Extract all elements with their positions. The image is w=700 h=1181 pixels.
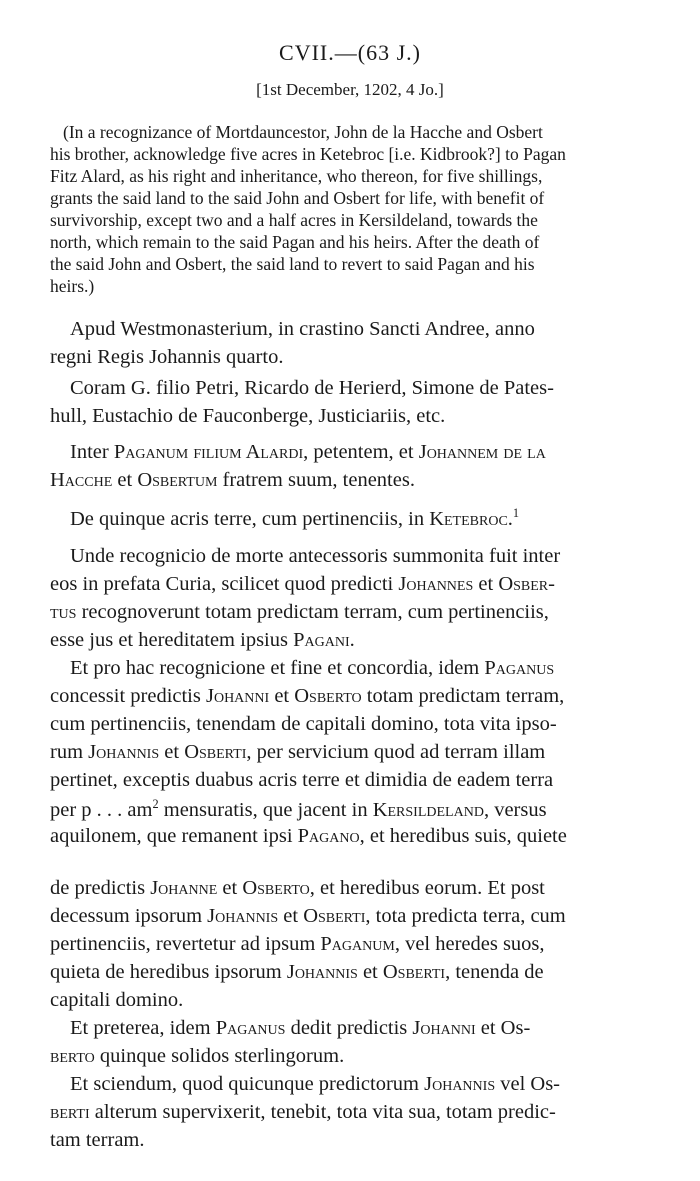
text-line: pertinet, exceptis duabus acris terre et dimidia de eadem terra <box>50 769 554 791</box>
text-line: esse jus et hereditatem ipsius Pagani. <box>50 629 355 651</box>
place-name: Kersildeland <box>372 798 484 821</box>
text-line: Hacche et Osbertum fratrem suum, tenentes. <box>50 469 415 491</box>
party-name: Paganum filium Alardi <box>113 441 304 463</box>
text-line: eos in prefata Curia, scilicet quod predicti Johannes et Osber- <box>50 573 555 595</box>
text-line: Apud Westmonasterium, in crastino Sancti Andree, anno <box>70 318 535 340</box>
footnote-marker: 2 <box>152 797 159 811</box>
text-line: quieta de heredibus ipsorum Johannis et Osberti, tenenda de <box>50 961 544 983</box>
text-line: berto quinque solidos sterlingorum. <box>50 1045 345 1067</box>
text-line: De quinque acris terre, cum pertinenciis, in Ketebroc.$^1$ <box>70 506 520 530</box>
text-line: hull, Eustachio de Fauconberge, Justiciariis, etc. <box>50 405 446 427</box>
text-line: de predictis Johanne et Osberto, et heredibus eorum. Et post <box>50 877 545 899</box>
text-line: berti alterum supervixerit, tenebit, tota vita sua, totam predic- <box>50 1101 556 1123</box>
text-line: regni Regis Johannis quarto. <box>50 346 284 368</box>
text-line: cum pertinenciis, tenendam de capitali domino, tota vita ipso- <box>50 713 557 735</box>
abstract-line: (In a recognizance of Mortdauncestor, John de la Hacche and Osbert <box>63 122 543 142</box>
abstract-line: north, which remain to the said Pagan and his heirs. After the death of <box>50 232 540 252</box>
text-line: aquilonem, que remanent ipsi Pagano, et heredibus suis, quiete <box>50 825 567 847</box>
party-name: Osbertum <box>137 469 218 491</box>
text-line: Et pro hac recognicione et fine et concordia, idem Paganus <box>70 657 555 679</box>
record-date: [1st December, 1202, 4 Jo.] <box>256 80 444 99</box>
text-line: tam terram. <box>50 1129 145 1151</box>
text-line: Unde recognicio de morte antecessoris summonita fuit inter <box>70 545 561 567</box>
abstract-line: Fitz Alard, as his right and inheritance, who thereon, for five shillings, <box>50 166 543 186</box>
text-line: Inter Paganum filium Alardi, petentem, et Johannem de la <box>70 441 546 463</box>
text-line: rum Johannis et Osberti, per servicium quod ad terram illam <box>50 741 546 763</box>
text-line: per p . . . $am^2$ mensuratis, que jacent in Kersildeland, versus <box>50 797 547 821</box>
text-line: concessit predictis Johanni et Osberto totam predictam terram, <box>50 685 565 707</box>
abstract-line: grants the said land to the said John and Osbert for life, with benefit of <box>50 188 545 208</box>
text-line: decessum ipsorum Johannis et Osberti, tota predicta terra, cum <box>50 905 566 927</box>
text-line: Coram G. filio Petri, Ricardo de Herierd, Simone de Pates- <box>70 377 554 399</box>
text-line: Et sciendum, quod quicunque predictorum Johannis vel Os- <box>70 1073 561 1095</box>
text-line: pertinenciis, revertetur ad ipsum Paganum, vel heredes suos, <box>50 933 545 955</box>
record-heading: CVII.—(63 J.) <box>279 40 421 65</box>
text-line: capitali domino. <box>50 989 184 1011</box>
party-name: Hacche <box>50 469 113 491</box>
text-line: tus recognoverunt totam predictam terram, cum pertinenciis, <box>50 601 549 623</box>
abstract-line: survivorship, except two and a half acres in Kersildeland, towards the <box>50 210 538 230</box>
party-name: Johannem de la <box>418 441 546 463</box>
place-name: Ketebroc. <box>429 507 513 530</box>
text-line: Et preterea, idem Paganus dedit predictis Johanni et Os- <box>70 1017 531 1039</box>
abstract-line: the said John and Osbert, the said land to revert to said Pagan and his <box>50 254 535 274</box>
abstract-line: his brother, acknowledge five acres in Ketebroc [i.e. Kidbrook?] to Pagan <box>50 144 566 164</box>
abstract-line: heirs.) <box>50 276 95 296</box>
footnote-marker: 1 <box>512 506 520 520</box>
